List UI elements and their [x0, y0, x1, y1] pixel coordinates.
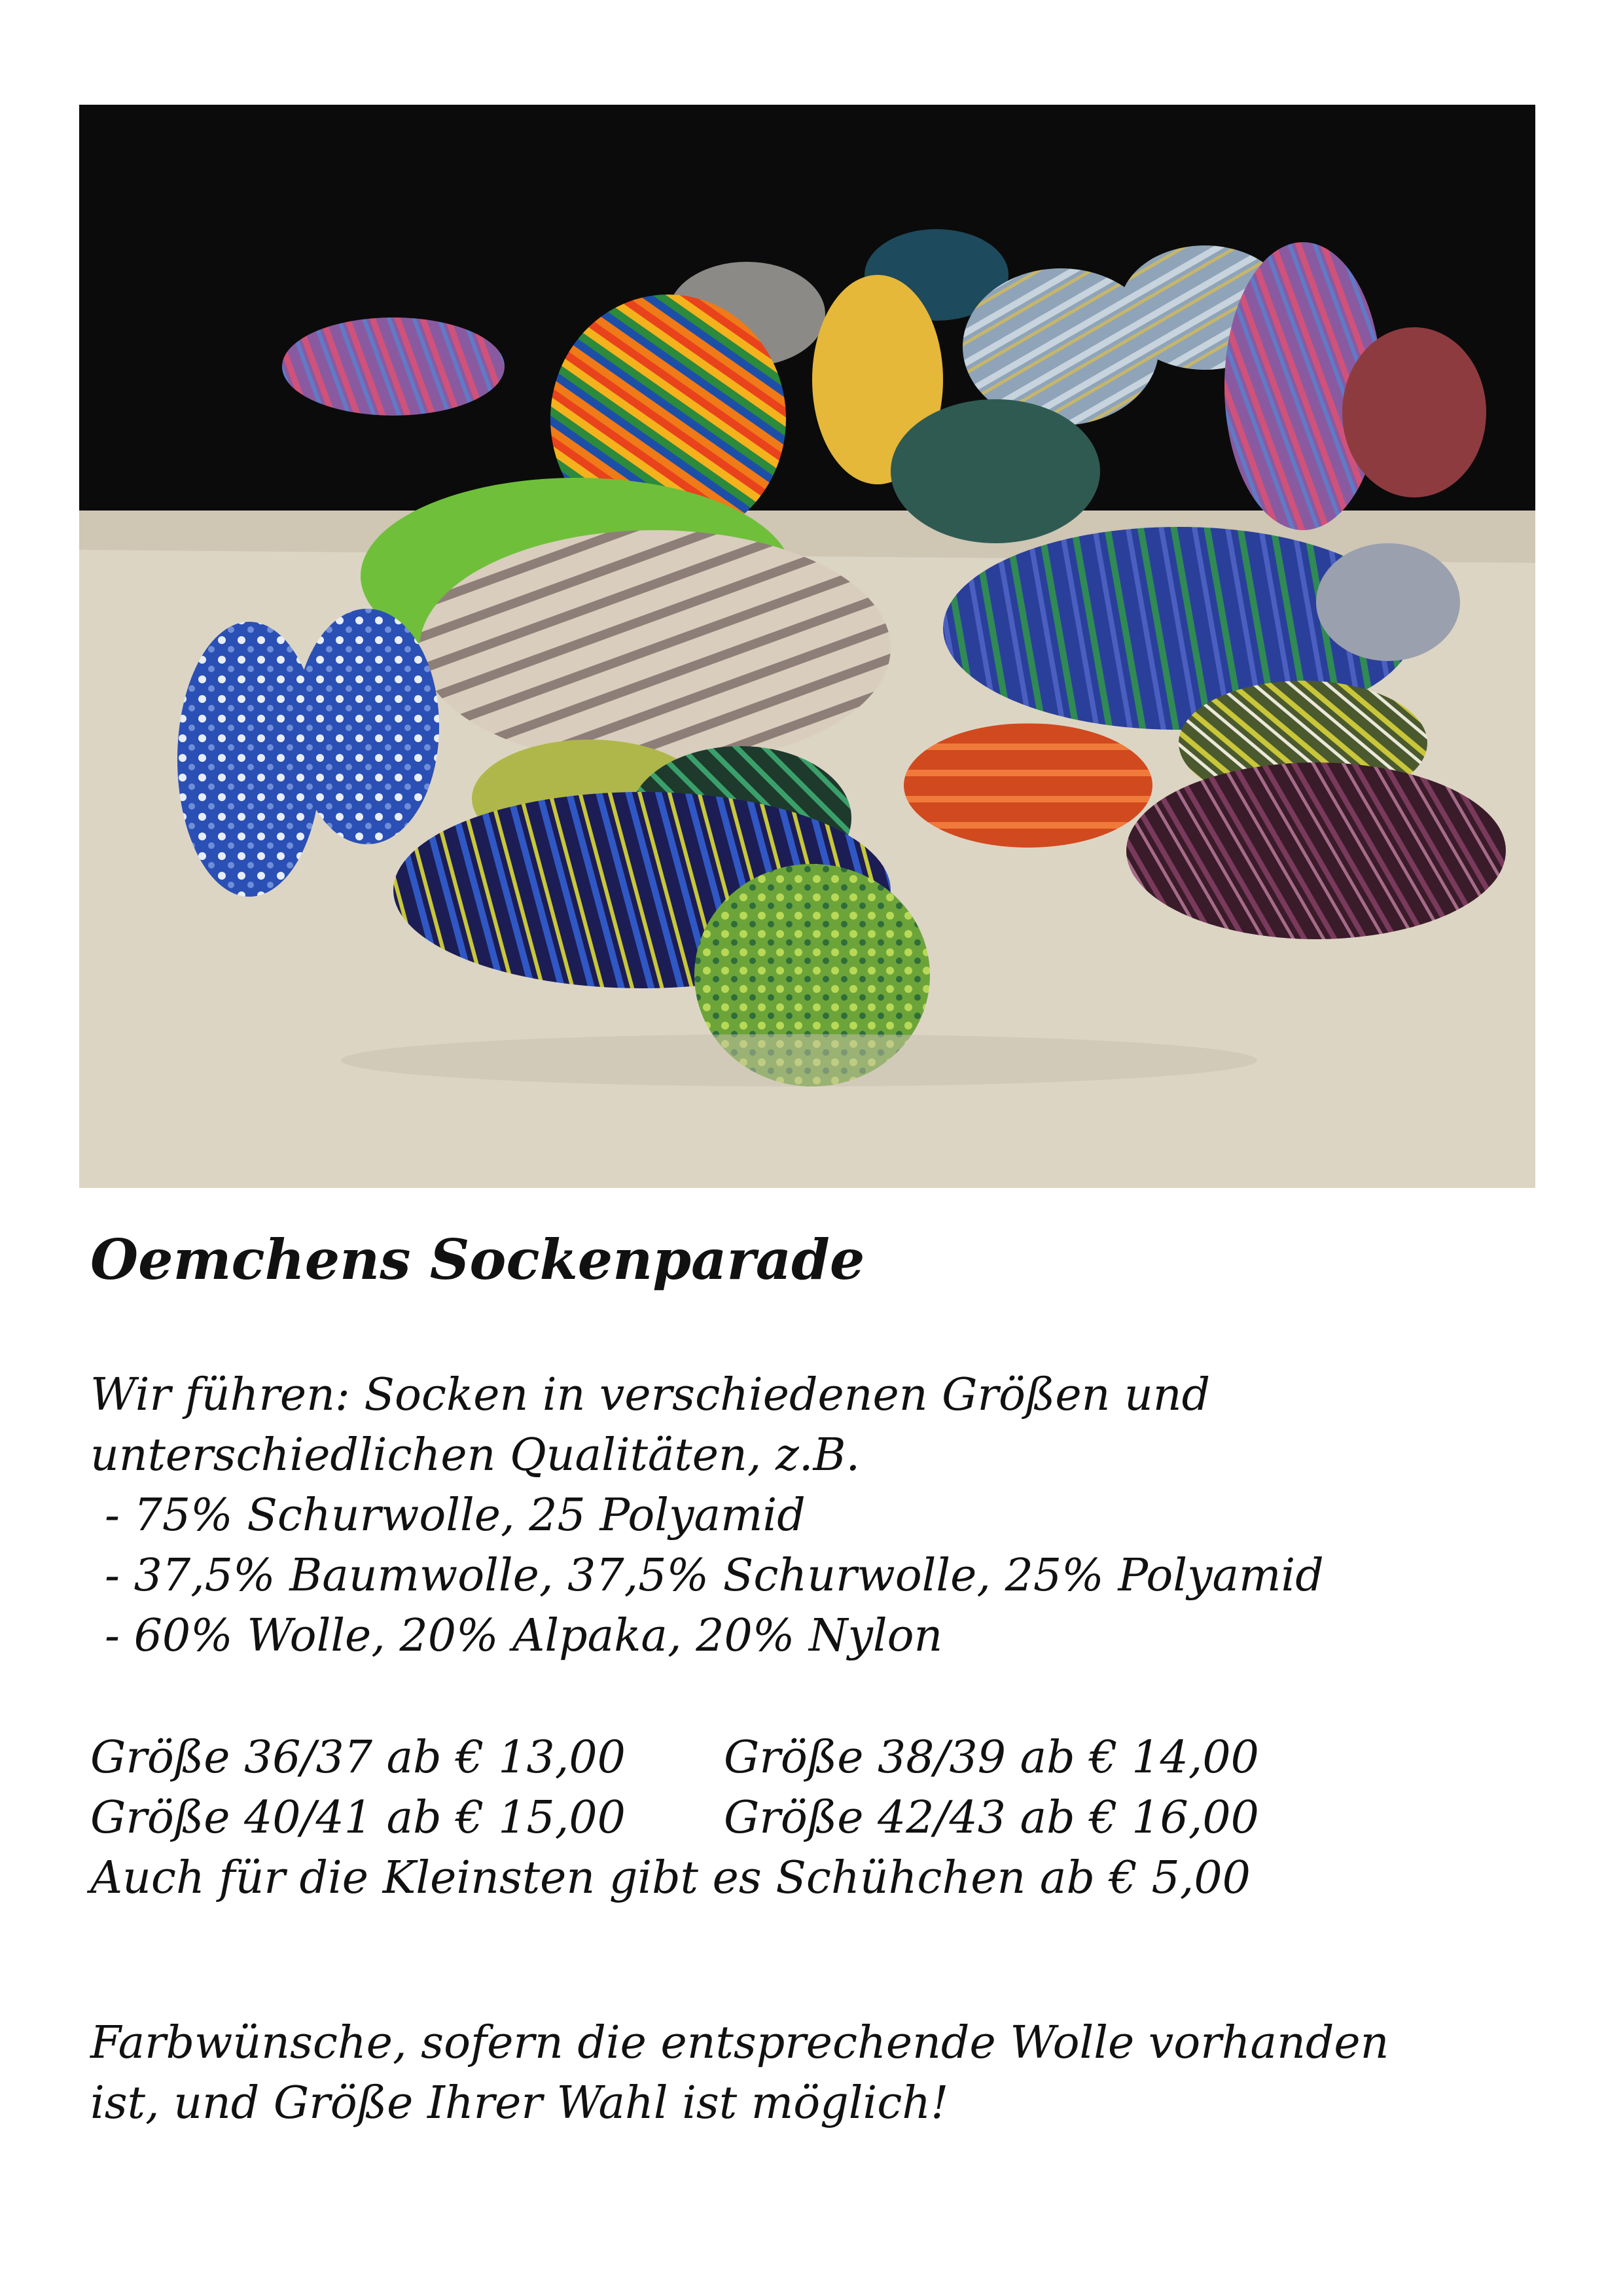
quality-item: - 75% Schurwolle, 25 Polyamid [105, 1490, 806, 1541]
price-entry: Größe 36/37 ab € 13,00 [90, 1732, 626, 1784]
price-entry: Größe 38/39 ab € 14,00 [724, 1732, 1259, 1784]
price-entry: Größe 40/41 ab € 15,00 [90, 1792, 626, 1844]
page-title: Oemchens Sockenparade [90, 1227, 865, 1292]
price-list [90, 1728, 1259, 1909]
footer-note [90, 2013, 1389, 2134]
intro-text [90, 1365, 1324, 1666]
price-entry: Größe 42/43 ab € 16,00 [724, 1792, 1259, 1844]
quality-item: - 37,5% Baumwolle, 37,5% Schurwolle, 25% Polyamid [105, 1550, 1324, 1602]
quality-item: - 60% Wolle, 20% Alpaka, 20% Nylon [105, 1610, 943, 1662]
footer-line: Farbwünsche, sofern die entsprechende Wolle vorhanden [90, 2017, 1389, 2069]
intro-line: unterschiedlichen Qualitäten, z.B. [90, 1429, 861, 1481]
baby-shoes-price: Auch für die Kleinsten gibt es Schühchen ab € 5,00 [90, 1852, 1251, 1904]
intro-line: Wir führen: Socken in verschiedenen Größen und [90, 1369, 1211, 1421]
footer-line: ist, und Größe Ihrer Wahl ist möglich! [90, 2077, 949, 2129]
price-row [90, 1728, 1259, 1788]
price-row [90, 1788, 1259, 1848]
socks-photo [79, 105, 1535, 1188]
